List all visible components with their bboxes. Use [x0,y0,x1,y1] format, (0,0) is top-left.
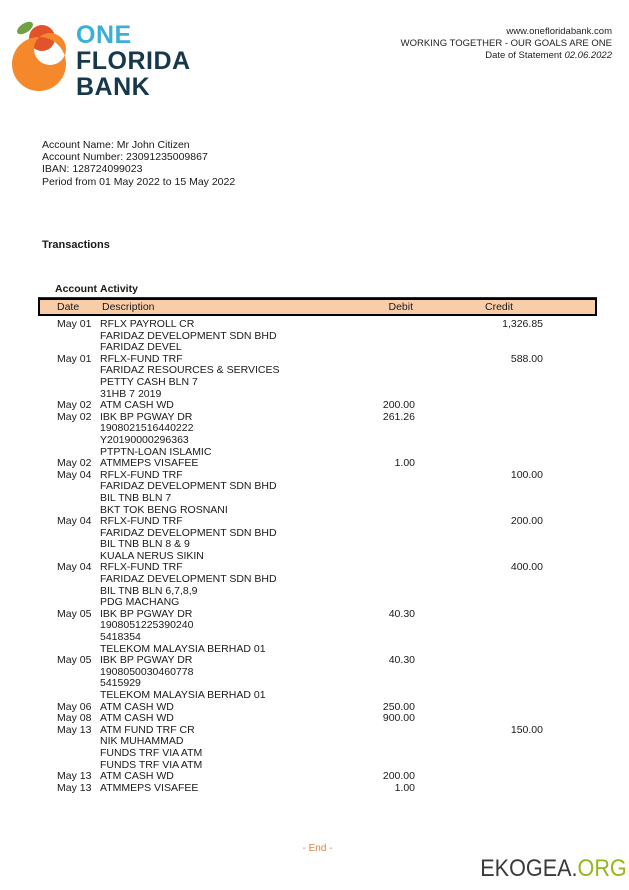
description-line: FARIDAZ DEVELOPMENT SDN BHD [100,480,277,493]
row-description [100,725,335,771]
description-line: FUNDS TRF VIA ATM [100,746,203,759]
row-date: May 01 [57,352,92,365]
description-line: 5418354 [100,631,141,644]
row-debit [335,470,415,516]
description-line: KUALA NERUS SIKIN [100,549,204,562]
row-debit [335,319,415,354]
column-header-date: Date [57,301,80,313]
row-credit [415,655,543,701]
row-date: May 01 [57,318,92,330]
description-line: 31HB 7 2019 [100,387,162,400]
description-line: RFLX PAYROLL CR [100,318,195,330]
description-line: FARIDAZ RESOURCES & SERVICES [100,364,280,377]
row-debit: 1.00 [394,457,415,470]
row-debit [335,562,415,608]
description-line: 5415929 [100,677,141,690]
description-line: PDG MACHANG [100,596,180,609]
row-credit [415,783,543,795]
description-line: RFLX-FUND TRF [100,352,183,365]
row-debit: 40.30 [388,607,415,620]
row-date: May 04 [57,515,92,528]
row-credit: 1,326.85 [502,318,543,330]
statement-header-info [401,26,612,62]
row-date: May 08 [57,712,92,725]
row-debit [335,516,415,562]
table-row [38,319,597,354]
row-credit: 150.00 [510,723,543,736]
description-line: BIL TNB BLN 7 [100,491,172,504]
row-debit: 1.00 [394,781,415,794]
row-description [100,319,335,354]
table-row [38,354,597,400]
watermark-ekogea: EKOGEA. [480,855,578,882]
table-row [38,609,597,655]
table-row [38,458,597,470]
table-row [38,562,597,608]
account-number-line: Account Number: 23091235009867 [42,151,208,164]
description-line: RFLX-FUND TRF [100,515,183,528]
bank-website: www.onefloridabank.com [506,26,612,37]
row-description [100,655,335,701]
transaction-rows [38,319,597,794]
description-line: FARIDAZ DEVELOPMENT SDN BHD [100,573,277,586]
watermark-org: ORG [577,855,627,882]
statement-date-label: Date of Statement [485,50,565,61]
account-iban-line: IBAN: 128724099023 [42,163,143,176]
row-date: May 06 [57,700,92,713]
row-description [100,609,335,655]
row-description [100,562,335,608]
description-line: 1908051225390240 [100,619,194,632]
row-debit [335,725,415,771]
row-credit: 100.00 [510,468,543,481]
row-date: May 13 [57,770,92,783]
row-description [100,458,335,470]
table-row [38,725,597,771]
row-credit [415,412,543,458]
description-line: 1908021516440222 [100,422,194,435]
end-of-statement-marker: - End - [302,843,333,854]
column-header-credit: Credit [485,301,514,313]
row-credit: 588.00 [510,352,543,365]
table-row [38,655,597,701]
row-date: May 05 [57,607,92,620]
description-line: BIL TNB BLN 6,7,8,9 [100,584,198,597]
orange-fruit-logo-icon [12,18,70,94]
description-line: Y20190000296363 [100,433,189,446]
row-debit: 900.00 [382,712,415,725]
row-description [100,412,335,458]
description-line: FARIDAZ DEVEL [100,341,182,354]
row-debit: 200.00 [382,770,415,783]
transactions-heading: Transactions [42,239,110,251]
row-date: May 04 [57,468,92,481]
row-date: May 13 [57,781,92,794]
bank-logo [12,18,191,100]
row-debit: 200.00 [382,399,415,412]
bank-name [76,22,191,100]
bank-name-one: ONE [76,21,132,49]
description-line: RFLX-FUND TRF [100,468,183,481]
row-debit: 40.30 [388,654,415,667]
table-row [38,771,597,783]
row-credit [415,400,543,412]
description-line: IBK BP PGWAY DR [100,410,193,423]
row-description [100,516,335,562]
bank-name-bank: BANK [76,73,151,101]
row-description [100,470,335,516]
row-description [100,400,335,412]
description-line: ATM CASH WD [100,700,174,713]
description-line: PTPTN-LOAN ISLAMIC [100,445,212,458]
statement-date-value: 02.06.2022 [564,50,612,61]
description-line: ATM CASH WD [100,712,174,725]
table-row [38,470,597,516]
row-credit: 400.00 [510,561,543,574]
transactions-table [38,283,597,794]
row-debit [335,354,415,400]
account-info [42,139,235,188]
group-header-activity: Activity [100,283,138,295]
description-line: FARIDAZ DEVELOPMENT SDN BHD [100,526,277,539]
row-description [100,783,335,795]
account-period-line: Period from 01 May 2022 to 15 May 2022 [42,175,236,188]
row-date: May 02 [57,410,92,423]
row-credit [415,771,543,783]
description-line: ATMMEPS VISAFEE [100,457,199,470]
description-line: NIK MUHAMMAD [100,735,184,748]
description-line: ATMMEPS VISAFEE [100,781,199,794]
description-line: RFLX-FUND TRF [100,561,183,574]
row-credit [415,458,543,470]
description-line: TELEKOM MALAYSIA BERHAD 01 [100,689,266,701]
column-header-debit: Debit [388,301,413,313]
description-line: IBK BP PGWAY DR [100,654,193,667]
group-header-account: Account [55,283,97,295]
column-header-description: Description [102,301,155,313]
row-credit: 200.00 [510,515,543,528]
table-row [38,783,597,795]
row-date: May 02 [57,457,92,470]
description-line: ATM CASH WD [100,770,174,783]
row-date: May 13 [57,723,92,736]
description-line: ATM CASH WD [100,399,174,412]
row-date: May 02 [57,399,92,412]
description-line: FARIDAZ DEVELOPMENT SDN BHD [100,329,277,342]
statement-date-line [401,50,612,62]
table-row [38,516,597,562]
description-line: PETTY CASH BLN 7 [100,375,198,388]
description-line: BIL TNB BLN 8 & 9 [100,538,190,551]
row-credit [415,702,543,714]
description-line: BKT TOK BENG ROSNANI [100,503,228,516]
description-line: TELEKOM MALAYSIA BERHAD 01 [100,642,266,655]
table-group-header-row [38,283,597,298]
table-row [38,400,597,412]
row-credit [415,609,543,655]
table-row [38,412,597,458]
row-debit: 250.00 [382,700,415,713]
row-date: May 05 [57,654,92,667]
account-name-line: Account Name: Mr John Citizen [42,139,190,151]
bank-name-florida: FLORIDA [76,47,191,75]
description-line: FUNDS TRF VIA ATM [100,758,203,771]
row-description [100,354,335,400]
row-description [100,771,335,783]
table-column-header-row [38,298,597,316]
description-line: ATM FUND TRF CR [100,723,195,736]
description-line: IBK BP PGWAY DR [100,607,193,620]
row-debit: 261.26 [382,410,415,423]
ekogea-watermark [481,855,627,883]
description-line: 1908050030460778 [100,665,194,678]
row-date: May 04 [57,561,92,574]
bank-tagline: WORKING TOGETHER - OUR GOALS ARE ONE [400,38,612,49]
